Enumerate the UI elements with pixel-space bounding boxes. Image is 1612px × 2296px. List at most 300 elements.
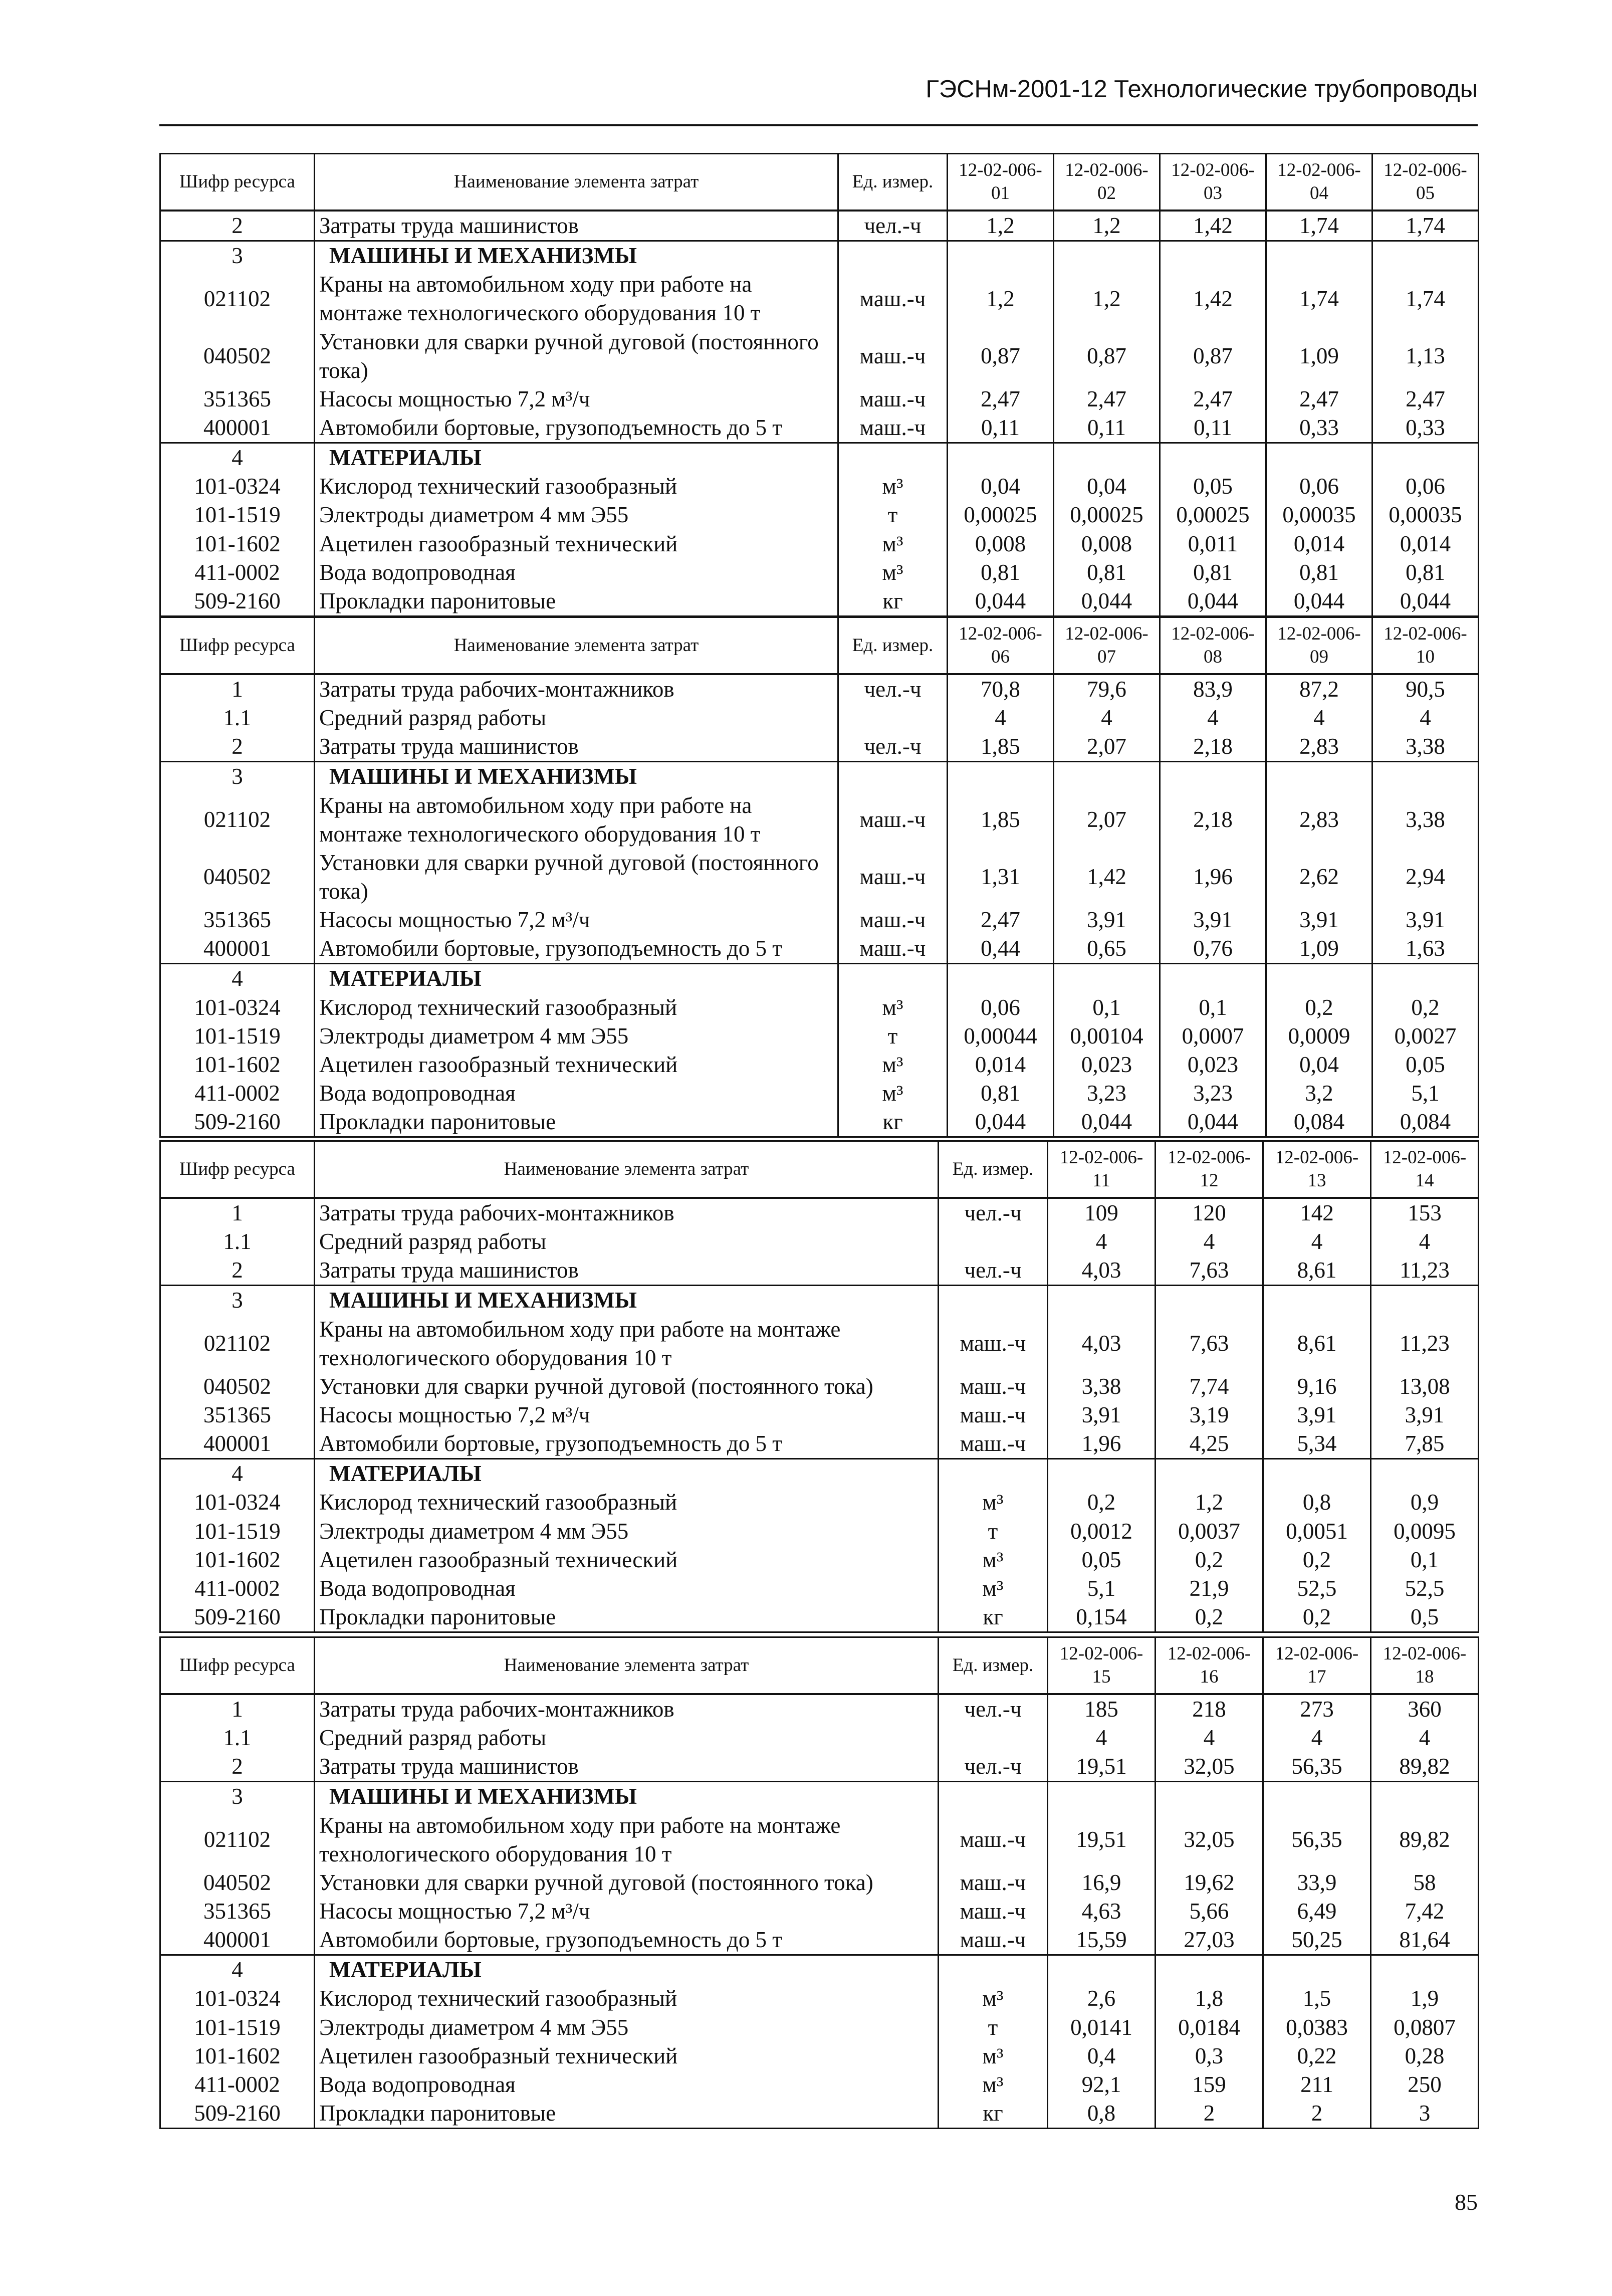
- unit: м³: [939, 1984, 1048, 2013]
- unit: м³: [838, 530, 948, 558]
- section-row: [160, 1955, 1479, 1985]
- resource-code: 021102: [160, 791, 315, 849]
- table-row: [160, 1897, 1479, 1926]
- norm-value: 0,044: [1160, 587, 1266, 616]
- norm-value: 0,44: [948, 934, 1054, 964]
- cost-item-name: Затраты труда рабочих-монтажников: [315, 1694, 939, 1724]
- norm-value: 33,9: [1263, 1868, 1371, 1897]
- norm-value: 32,05: [1156, 1752, 1263, 1782]
- norm-value: 87,2: [1266, 674, 1372, 704]
- table-row: [160, 1546, 1479, 1574]
- cost-item-name: Прокладки паронитовые: [315, 2099, 939, 2129]
- norm-table: [159, 153, 1479, 617]
- norm-value: [1371, 1286, 1479, 1315]
- cost-item-name: Автомобили бортовые, грузоподъемность до 5 т: [315, 934, 838, 964]
- norm-value: 83,9: [1160, 674, 1266, 704]
- unit: т: [939, 1517, 1048, 1546]
- resource-code: 101-1519: [160, 2013, 315, 2042]
- cost-item-name: Вода водопроводная: [315, 2070, 939, 2099]
- norm-value: 4: [1048, 1227, 1156, 1256]
- norm-value: 4: [948, 704, 1054, 732]
- cost-item-name: Насосы мощностью 7,2 м³/ч: [315, 1401, 939, 1429]
- resource-code: 040502: [160, 849, 315, 906]
- cost-item-name: Установки для сварки ручной дуговой (постоянного тока): [315, 328, 838, 385]
- table-row: [160, 791, 1479, 849]
- norm-value: 0,06: [1372, 472, 1479, 501]
- norm-value: 1,9: [1371, 1984, 1479, 2013]
- norm-value: 0,8: [1048, 2099, 1156, 2129]
- section-title: МАШИНЫ И МЕХАНИЗМЫ: [315, 241, 838, 271]
- unit: [939, 1227, 1048, 1256]
- norm-value: 1,2: [1156, 1488, 1263, 1517]
- norm-value: 4,03: [1048, 1256, 1156, 1286]
- norm-value: 81,64: [1371, 1926, 1479, 1955]
- norm-value: 1,96: [1160, 849, 1266, 906]
- norm-value: 2,07: [1054, 791, 1160, 849]
- table-row: [160, 1868, 1479, 1897]
- norm-value: 0,81: [948, 1079, 1054, 1108]
- norm-value: 1,5: [1263, 1984, 1371, 2013]
- resource-code: 400001: [160, 413, 315, 443]
- norm-value: 0,008: [948, 530, 1054, 558]
- unit: м³: [939, 1488, 1048, 1517]
- table-row: [160, 1429, 1479, 1459]
- norm-value: 0,00025: [1160, 501, 1266, 529]
- section-row: [160, 443, 1479, 473]
- norm-value: 4: [1263, 1724, 1371, 1752]
- norm-value: 4: [1371, 1227, 1479, 1256]
- norm-value: 3,91: [1266, 906, 1372, 934]
- table-row: [160, 993, 1479, 1022]
- table-row: [160, 1488, 1479, 1517]
- norm-value: 2,94: [1372, 849, 1479, 906]
- section-title: МАТЕРИАЛЫ: [315, 1459, 939, 1489]
- section-row: [160, 964, 1479, 993]
- cost-item-name: Затраты труда машинистов: [315, 211, 838, 241]
- cost-item-name: Насосы мощностью 7,2 м³/ч: [315, 385, 838, 413]
- header-name: Наименование элемента затрат: [315, 1141, 939, 1198]
- norm-value: [1054, 241, 1160, 271]
- resource-code: 351365: [160, 906, 315, 934]
- table-row: [160, 1227, 1479, 1256]
- norm-value: 2,6: [1048, 1984, 1156, 2013]
- table-row: [160, 211, 1479, 241]
- cost-item-name: Ацетилен газообразный технический: [315, 1051, 838, 1079]
- resource-code: 101-0324: [160, 1984, 315, 2013]
- resource-code: 101-1602: [160, 530, 315, 558]
- resource-code: 400001: [160, 1926, 315, 1955]
- table-row: [160, 328, 1479, 385]
- norm-value: 0,014: [948, 1051, 1054, 1079]
- header-norm-code: 12-02-006-01: [948, 154, 1054, 211]
- resource-code: 509-2160: [160, 1108, 315, 1137]
- norm-value: 0,0051: [1263, 1517, 1371, 1546]
- norm-value: [1372, 241, 1479, 271]
- norm-value: 0,22: [1263, 2042, 1371, 2070]
- table-row: [160, 704, 1479, 732]
- norm-value: 0,0184: [1156, 2013, 1263, 2042]
- table-header-row: [160, 617, 1479, 675]
- norm-value: 89,82: [1371, 1811, 1479, 1868]
- resource-code: 3: [160, 1782, 315, 1811]
- unit: маш.-ч: [939, 1897, 1048, 1926]
- norm-value: 0,0007: [1160, 1022, 1266, 1051]
- header-norm-code: 12-02-006-05: [1372, 154, 1479, 211]
- norm-value: 2,47: [1372, 385, 1479, 413]
- cost-item-name: Насосы мощностью 7,2 м³/ч: [315, 1897, 939, 1926]
- header-rule: [159, 124, 1478, 126]
- norm-value: 16,9: [1048, 1868, 1156, 1897]
- unit: маш.-ч: [939, 1372, 1048, 1401]
- header-norm-code: 12-02-006-17: [1263, 1637, 1371, 1695]
- norm-value: 3: [1371, 2099, 1479, 2129]
- unit: [939, 1782, 1048, 1811]
- norm-value: 0,0009: [1266, 1022, 1372, 1051]
- resource-code: 2: [160, 732, 315, 762]
- header-code: Шифр ресурса: [160, 1141, 315, 1198]
- table-row: [160, 2042, 1479, 2070]
- norm-value: 19,51: [1048, 1752, 1156, 1782]
- cost-item-name: Вода водопроводная: [315, 558, 838, 587]
- page-number: 85: [1455, 2189, 1478, 2215]
- norm-value: 2,47: [948, 906, 1054, 934]
- norm-table: [159, 1140, 1479, 1633]
- norm-value: 0,11: [1160, 413, 1266, 443]
- norm-value: 1,74: [1266, 211, 1372, 241]
- cost-item-name: Кислород технический газообразный: [315, 1488, 939, 1517]
- norm-value: 1,2: [1054, 211, 1160, 241]
- unit: [939, 1955, 1048, 1985]
- norm-value: 0,2: [1263, 1546, 1371, 1574]
- resource-code: 3: [160, 1286, 315, 1315]
- header-name: Наименование элемента затрат: [315, 617, 838, 675]
- unit: чел.-ч: [939, 1752, 1048, 1782]
- norm-value: [1266, 964, 1372, 993]
- unit: маш.-ч: [838, 385, 948, 413]
- norm-value: 0,0037: [1156, 1517, 1263, 1546]
- norm-value: 7,63: [1156, 1256, 1263, 1286]
- norm-value: 0,81: [1160, 558, 1266, 587]
- norm-value: 0,0807: [1371, 2013, 1479, 2042]
- norm-value: [1054, 964, 1160, 993]
- resource-code: 411-0002: [160, 558, 315, 587]
- norm-value: 0,044: [1054, 1108, 1160, 1137]
- resource-code: 411-0002: [160, 1079, 315, 1108]
- cost-item-name: Кислород технический газообразный: [315, 993, 838, 1022]
- resource-code: 4: [160, 964, 315, 993]
- norm-value: 4: [1371, 1724, 1479, 1752]
- unit: кг: [939, 2099, 1048, 2129]
- norm-value: 7,85: [1371, 1429, 1479, 1459]
- table-row: [160, 413, 1479, 443]
- table-row: [160, 1811, 1479, 1868]
- norm-value: 0,084: [1266, 1108, 1372, 1137]
- norm-value: 0,33: [1372, 413, 1479, 443]
- cost-item-name: Электроды диаметром 4 мм Э55: [315, 2013, 939, 2042]
- norm-value: 0,2: [1266, 993, 1372, 1022]
- norm-value: [1372, 964, 1479, 993]
- table-row: [160, 385, 1479, 413]
- resource-code: 509-2160: [160, 2099, 315, 2129]
- unit: м³: [838, 558, 948, 587]
- section-row: [160, 1459, 1479, 1489]
- unit: маш.-ч: [939, 1429, 1048, 1459]
- resource-code: 101-1602: [160, 1051, 315, 1079]
- unit: т: [939, 2013, 1048, 2042]
- norm-value: 19,62: [1156, 1868, 1263, 1897]
- norm-value: 56,35: [1263, 1811, 1371, 1868]
- table-row: [160, 934, 1479, 964]
- norm-value: 0,00025: [948, 501, 1054, 529]
- section-title: МАШИНЫ И МЕХАНИЗМЫ: [315, 1782, 939, 1811]
- norm-value: [1266, 241, 1372, 271]
- resource-code: 400001: [160, 1429, 315, 1459]
- norm-value: 1,85: [948, 732, 1054, 762]
- norm-value: 50,25: [1263, 1926, 1371, 1955]
- norm-value: 1,42: [1054, 849, 1160, 906]
- resource-code: 3: [160, 241, 315, 271]
- norm-value: 0,00035: [1372, 501, 1479, 529]
- resource-code: 351365: [160, 1401, 315, 1429]
- norm-value: 0,04: [1266, 1051, 1372, 1079]
- cost-item-name: Краны на автомобильном ходу при работе на монтаже технологического оборудования 10 т: [315, 1811, 939, 1868]
- norm-value: 0,2: [1372, 993, 1479, 1022]
- resource-code: 101-1519: [160, 1022, 315, 1051]
- norm-value: [1371, 1459, 1479, 1489]
- norm-value: [1372, 443, 1479, 473]
- table-row: [160, 2099, 1479, 2129]
- resource-code: 509-2160: [160, 1603, 315, 1632]
- norm-value: [1048, 1782, 1156, 1811]
- table-row: [160, 732, 1479, 762]
- resource-code: 351365: [160, 385, 315, 413]
- unit: маш.-ч: [939, 1315, 1048, 1372]
- norm-value: 0,084: [1372, 1108, 1479, 1137]
- norm-value: 0,011: [1160, 530, 1266, 558]
- norm-value: 13,08: [1371, 1372, 1479, 1401]
- norm-value: 56,35: [1263, 1752, 1371, 1782]
- norm-value: 120: [1156, 1198, 1263, 1227]
- header-norm-code: 12-02-006-07: [1054, 617, 1160, 675]
- norm-value: 6,49: [1263, 1897, 1371, 1926]
- unit: маш.-ч: [838, 270, 948, 327]
- norm-value: 92,1: [1048, 2070, 1156, 2099]
- cost-item-name: Ацетилен газообразный технический: [315, 1546, 939, 1574]
- norm-value: 2,47: [948, 385, 1054, 413]
- table-row: [160, 1022, 1479, 1051]
- norm-value: 1,74: [1266, 270, 1372, 327]
- norm-value: 7,63: [1156, 1315, 1263, 1372]
- norm-value: [1263, 1286, 1371, 1315]
- norm-value: 142: [1263, 1198, 1371, 1227]
- norm-value: 0,81: [1266, 558, 1372, 587]
- norm-value: 0,76: [1160, 934, 1266, 964]
- resource-code: 021102: [160, 1811, 315, 1868]
- header-norm-code: 12-02-006-16: [1156, 1637, 1263, 1695]
- cost-item-name: Прокладки паронитовые: [315, 1108, 838, 1137]
- norm-value: 0,0012: [1048, 1517, 1156, 1546]
- section-row: [160, 1286, 1479, 1315]
- section-row: [160, 241, 1479, 271]
- table-row: [160, 1108, 1479, 1137]
- norm-value: 0,06: [948, 993, 1054, 1022]
- norm-value: 7,42: [1371, 1897, 1479, 1926]
- norm-value: [1263, 1955, 1371, 1985]
- norm-value: [1048, 1459, 1156, 1489]
- norm-value: 5,34: [1263, 1429, 1371, 1459]
- norm-value: 79,6: [1054, 674, 1160, 704]
- header-unit: Ед. измер.: [939, 1141, 1048, 1198]
- unit: маш.-ч: [939, 1926, 1048, 1955]
- norm-value: [1160, 443, 1266, 473]
- cost-item-name: Прокладки паронитовые: [315, 1603, 939, 1632]
- header-code: Шифр ресурса: [160, 154, 315, 211]
- cost-item-name: Ацетилен газообразный технический: [315, 2042, 939, 2070]
- norm-value: 3,38: [1372, 791, 1479, 849]
- resource-code: 040502: [160, 1868, 315, 1897]
- norm-value: 0,87: [1160, 328, 1266, 385]
- norm-value: 4: [1266, 704, 1372, 732]
- norm-value: 1,2: [948, 270, 1054, 327]
- cost-item-name: Средний разряд работы: [315, 1724, 939, 1752]
- unit: [939, 1459, 1048, 1489]
- norm-value: 0,65: [1054, 934, 1160, 964]
- unit: кг: [838, 1108, 948, 1137]
- unit: маш.-ч: [838, 791, 948, 849]
- norm-value: [1048, 1955, 1156, 1985]
- unit: чел.-ч: [838, 674, 948, 704]
- header-norm-code: 12-02-006-15: [1048, 1637, 1156, 1695]
- table-header-row: [160, 1637, 1479, 1695]
- norm-value: 1,2: [1054, 270, 1160, 327]
- norm-value: 5,1: [1048, 1574, 1156, 1603]
- norm-value: 0,2: [1156, 1603, 1263, 1632]
- norm-value: 0,05: [1160, 472, 1266, 501]
- norm-value: 3,23: [1054, 1079, 1160, 1108]
- resource-code: 021102: [160, 270, 315, 327]
- norm-value: 0,00104: [1054, 1022, 1160, 1051]
- norm-value: [1371, 1955, 1479, 1985]
- header-norm-code: 12-02-006-12: [1156, 1141, 1263, 1198]
- resource-code: 411-0002: [160, 1574, 315, 1603]
- norm-value: 0,05: [1048, 1546, 1156, 1574]
- unit: маш.-ч: [838, 934, 948, 964]
- resource-code: 1.1: [160, 1227, 315, 1256]
- table-row: [160, 270, 1479, 327]
- table-row: [160, 1198, 1479, 1227]
- table-row: [160, 2013, 1479, 2042]
- resource-code: 2: [160, 1256, 315, 1286]
- norm-value: 0,33: [1266, 413, 1372, 443]
- unit: м³: [838, 1051, 948, 1079]
- norm-value: 2,47: [1054, 385, 1160, 413]
- norm-value: 0,008: [1054, 530, 1160, 558]
- unit: [838, 443, 948, 473]
- unit: маш.-ч: [838, 849, 948, 906]
- resource-code: 101-0324: [160, 1488, 315, 1517]
- norm-value: 0,044: [1372, 587, 1479, 616]
- resource-code: 101-1602: [160, 1546, 315, 1574]
- table-row: [160, 1372, 1479, 1401]
- norm-value: 19,51: [1048, 1811, 1156, 1868]
- unit: [939, 1724, 1048, 1752]
- norm-value: 0,5: [1371, 1603, 1479, 1632]
- unit: маш.-ч: [939, 1401, 1048, 1429]
- norm-value: 5,66: [1156, 1897, 1263, 1926]
- norm-value: 1,13: [1372, 328, 1479, 385]
- table-row: [160, 501, 1479, 529]
- cost-item-name: Средний разряд работы: [315, 704, 838, 732]
- table-row: [160, 2070, 1479, 2099]
- table-row: [160, 530, 1479, 558]
- norm-value: 3,23: [1160, 1079, 1266, 1108]
- norm-value: 3,91: [1054, 906, 1160, 934]
- norm-value: 8,61: [1263, 1315, 1371, 1372]
- table-row: [160, 674, 1479, 704]
- norm-value: 2: [1263, 2099, 1371, 2129]
- norm-value: 0,04: [1054, 472, 1160, 501]
- norm-value: 1,42: [1160, 270, 1266, 327]
- header-unit: Ед. измер.: [939, 1637, 1048, 1695]
- unit: [838, 704, 948, 732]
- unit: [838, 964, 948, 993]
- cost-item-name: Установки для сварки ручной дуговой (постоянного тока): [315, 849, 838, 906]
- resource-code: 101-1519: [160, 1517, 315, 1546]
- norm-value: 2,62: [1266, 849, 1372, 906]
- norm-value: [1156, 1459, 1263, 1489]
- norm-value: 89,82: [1371, 1752, 1479, 1782]
- unit: м³: [838, 1079, 948, 1108]
- norm-value: 250: [1371, 2070, 1479, 2099]
- header-unit: Ед. измер.: [838, 154, 948, 211]
- resource-code: 2: [160, 1752, 315, 1782]
- norm-value: 0,1: [1371, 1546, 1479, 1574]
- table-row: [160, 1517, 1479, 1546]
- table-row: [160, 472, 1479, 501]
- cost-item-name: Средний разряд работы: [315, 1227, 939, 1256]
- norm-value: 1,85: [948, 791, 1054, 849]
- resource-code: 2: [160, 211, 315, 241]
- norm-value: 0,11: [1054, 413, 1160, 443]
- cost-item-name: Краны на автомобильном ходу при работе на монтаже технологического оборудования 10 т: [315, 791, 838, 849]
- section-title: МАШИНЫ И МЕХАНИЗМЫ: [315, 762, 838, 791]
- norm-value: 4: [1372, 704, 1479, 732]
- resource-code: 4: [160, 443, 315, 473]
- cost-item-name: Затраты труда рабочих-монтажников: [315, 674, 838, 704]
- norm-value: 4: [1156, 1724, 1263, 1752]
- cost-item-name: Вода водопроводная: [315, 1574, 939, 1603]
- table-header-row: [160, 154, 1479, 211]
- table-row: [160, 1984, 1479, 2013]
- norm-value: 70,8: [948, 674, 1054, 704]
- norm-value: 1,8: [1156, 1984, 1263, 2013]
- section-title: МАТЕРИАЛЫ: [315, 1955, 939, 1985]
- norm-value: 2,47: [1266, 385, 1372, 413]
- unit: т: [838, 501, 948, 529]
- norm-value: [1160, 964, 1266, 993]
- norm-value: 0,2: [1156, 1546, 1263, 1574]
- norm-value: 0,81: [1054, 558, 1160, 587]
- unit: м³: [939, 1574, 1048, 1603]
- norm-value: [1054, 762, 1160, 791]
- norm-value: [1266, 762, 1372, 791]
- unit: кг: [838, 587, 948, 616]
- unit: маш.-ч: [838, 413, 948, 443]
- table-row: [160, 1256, 1479, 1286]
- table-row: [160, 1401, 1479, 1429]
- resource-code: 1: [160, 674, 315, 704]
- header-norm-code: 12-02-006-11: [1048, 1141, 1156, 1198]
